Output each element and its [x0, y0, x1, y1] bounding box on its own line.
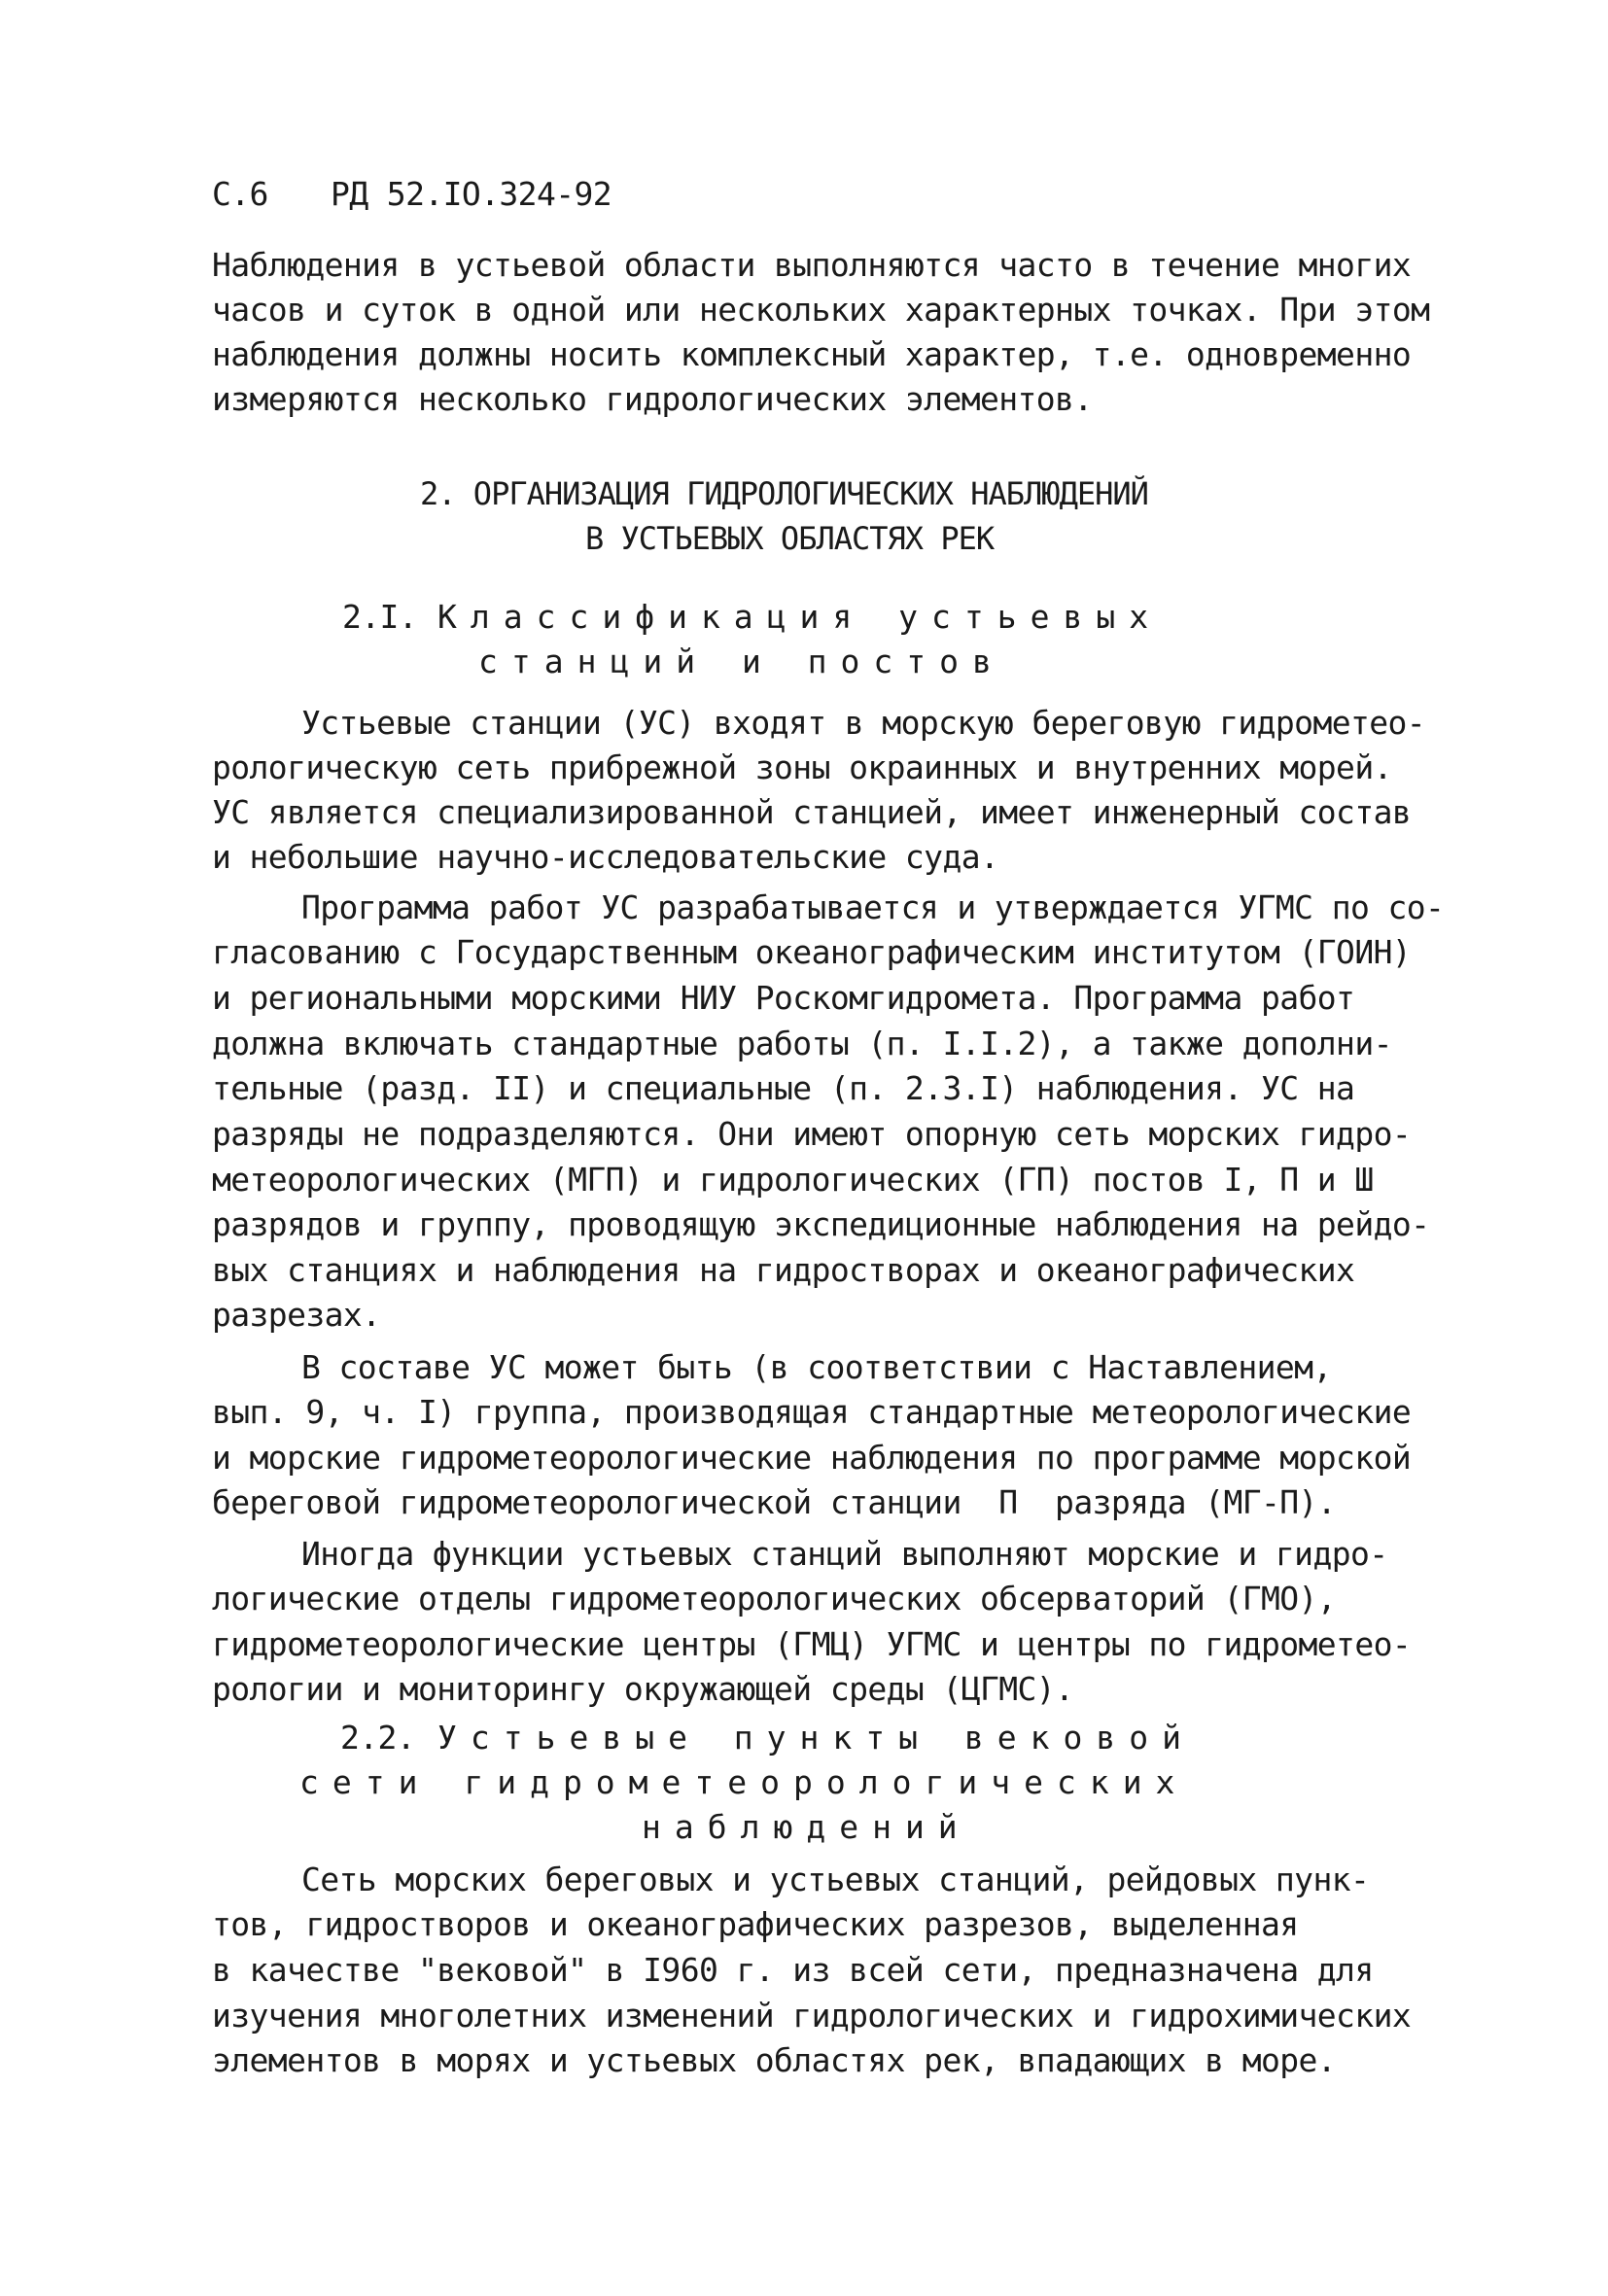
body-line: и региональными морскими НИУ Роскомгидромета. Программа работ [212, 979, 1355, 1017]
body-line: Сеть морских береговых и устьевых станций, рейдовых пунк- [301, 1861, 1370, 1898]
body-line: Иногда функции устьевых станций выполняют морские и гидро- [301, 1535, 1388, 1573]
body-line: вып. 9, ч. I) группа, производящая стандартные метеорологические [212, 1393, 1412, 1431]
subsection-title: станций и постов [478, 643, 1005, 680]
body-line: береговой гидрометеорологической станции П разряда (МГ-П). [212, 1483, 1337, 1521]
body-line: вых станциях и наблюдения на гидростворах и океанографических [212, 1251, 1355, 1289]
body-line: должна включать стандартные работы (п. I.I.2), а также дополни- [212, 1025, 1392, 1062]
page-number: С.6 [212, 175, 268, 213]
body-line: Устьевые станции (УС) входят в морскую береговую гидрометео- [301, 704, 1426, 742]
body-line: и морские гидрометеорологические наблюдения по программе морской [212, 1439, 1412, 1477]
subsection-title: Устьевые пункты вековой [437, 1719, 1195, 1757]
body-line: разрезах. [212, 1296, 381, 1334]
body-line: гидрометеорологические центры (ГМЦ) УГМС и центры по гидрометео- [212, 1625, 1412, 1663]
subsection-number: 2.I. [342, 598, 418, 636]
body-line: элементов в морях и устьевых областях рек, впадающих в море. [212, 2041, 1337, 2079]
body-line: логические отделы гидрометеорологических обсерваторий (ГМО), [212, 1580, 1337, 1618]
body-line: и небольшие научно-исследовательские суда. [212, 838, 999, 876]
document-code: РД 52.IO.324-92 [331, 175, 612, 213]
subsection-title: наблюдений [642, 1808, 971, 1846]
section-title: 2. ОРГАНИЗАЦИЯ ГИДРОЛОГИЧЕСКИХ НАБЛЮДЕНИЙ [420, 475, 1148, 512]
body-line: Программа работ УС разрабатывается и утверждается УГМС по со- [301, 888, 1445, 926]
body-line: изучения многолетних изменений гидрологических и гидрохимических [212, 1997, 1412, 2035]
section-title: В УСТЬЕВЫХ ОБЛАСТЯХ РЕК [585, 520, 995, 557]
body-line: УС является специализированной станцией, имеет инженерный состав [212, 793, 1412, 831]
body-line: гласованию с Государственным океанографическим институтом (ГОИН) [212, 933, 1412, 971]
body-line: разряды не подразделяются. Они имеют опорную сеть морских гидро- [212, 1115, 1412, 1153]
body-line: рологии и мониторингу окружающей среды (ЦГМС). [212, 1670, 1074, 1708]
body-line: В составе УС может быть (в соответствии с Наставлением, [301, 1348, 1332, 1386]
intro-line: наблюдения должны носить комплексный характер, т.е. одновременно [212, 335, 1412, 373]
body-line: тельные (разд. II) и специальные (п. 2.3.I) наблюдения. УС на [212, 1069, 1355, 1107]
body-line: метеорологических (МГП) и гидрологических (ГП) постов I, П и Ш [212, 1161, 1374, 1199]
body-line: разрядов и группу, проводящую экспедиционные наблюдения на рейдо- [212, 1205, 1430, 1243]
body-line: в качестве "вековой" в I960 г. из всей сети, предназначена для [212, 1951, 1374, 1989]
subsection-title: сети гидрометеорологических [299, 1763, 1189, 1801]
body-line: тов, гидростворов и океанографических разрезов, выделенная [212, 1905, 1299, 1943]
intro-line: измеряются несколько гидрологических элементов. [212, 380, 1093, 418]
body-line: рологическую сеть прибрежной зоны окраинных и внутренних морей. [212, 748, 1392, 786]
subsection-number: 2.2. [340, 1719, 416, 1757]
intro-line: Наблюдения в устьевой области выполняются часто в течение многих [212, 246, 1412, 284]
subsection-title: Классификация устьевых [437, 598, 1163, 636]
intro-line: часов и суток в одной или нескольких характерных точках. При этом [212, 291, 1430, 329]
